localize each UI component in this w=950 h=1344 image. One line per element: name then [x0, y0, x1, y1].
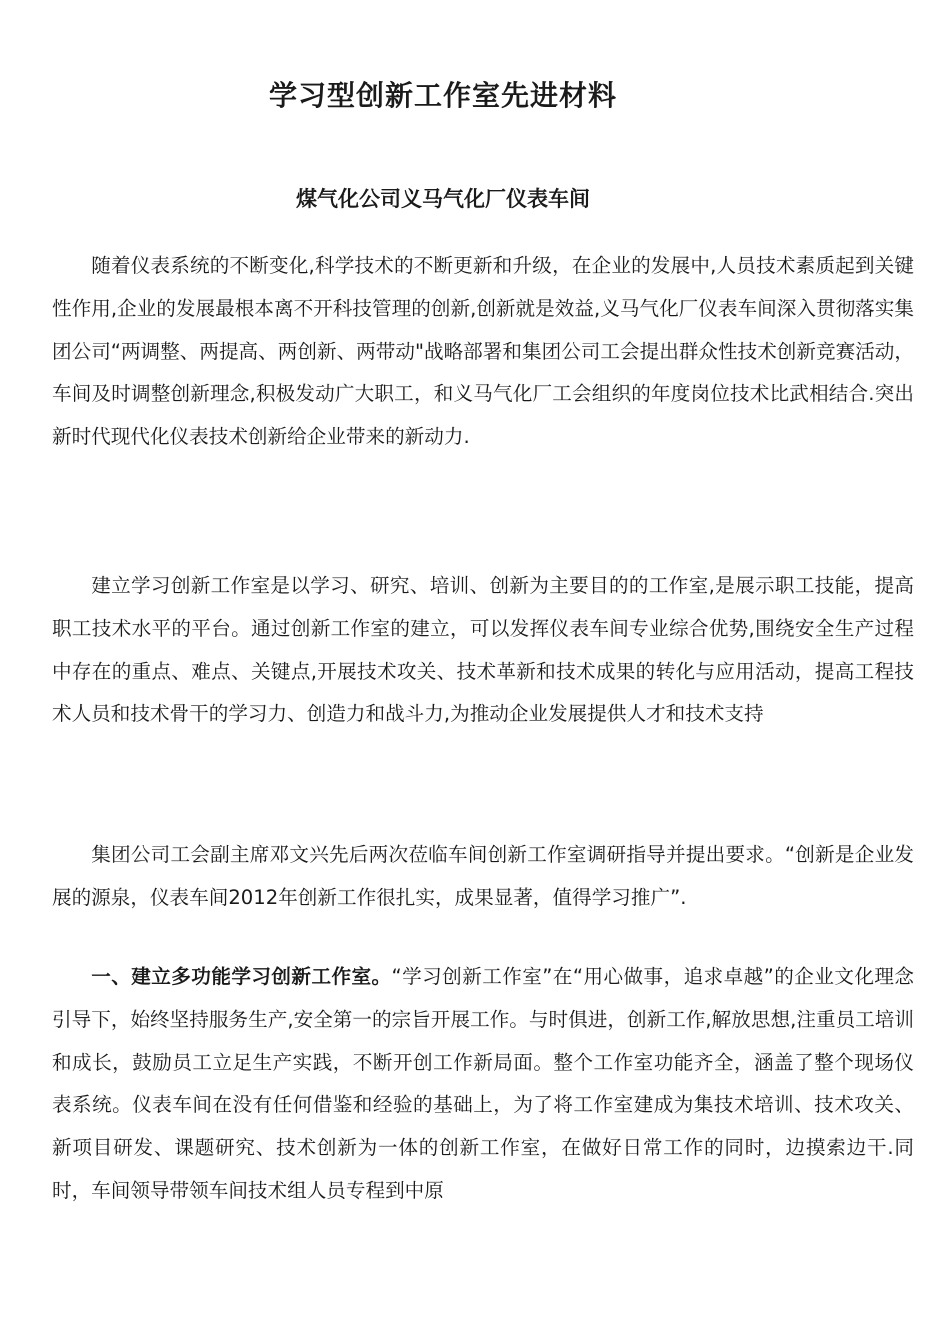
document-title: 学习型创新工作室先进材料 — [268, 79, 617, 112]
paragraph-leader-visit: 集团公司工会副主席邓文兴先后两次莅临车间创新工作室调研指导并提出要求。“创新是企业发展的源泉，仪表车间2012年创新工作很扎实，成果显著，值得学习推广”. — [52, 843, 914, 909]
document-subtitle: 煤气化公司义马气化厂仪表车间 — [296, 187, 590, 211]
paragraph-intro: 随着仪表系统的不断变化,科学技术的不断更新和升级，在企业的发展中,人员技术素质起到关键性作用,企业的发展最根本离不开科技管理的创新,创新就是效益,义马气化厂仪表车间深入贯彻落实集团公司“两调整、两提高、两创新、两带动"战略部署和集团公司工会提出群众性技术创新竞赛活动，车间及时调整创新理念,积极发动广大职工，和义马气化厂工会组织的年度岗位技术比武相结合.突出新时代现代化仪表技术创新给企业带来的新动力. — [52, 254, 914, 449]
section-one-body: “学习创新工作室”在“用心做事，追求卓越”的企业文化理念引导下，始终坚持服务生产,安全第一的宗旨开展工作。与时俱进，创新工作,解放思想,注重员工培训和成长，鼓励员工立足生产实践，不断开创工作新局面。整个工作室功能齐全，涵盖了整个现场仪表系统。仪表车间在没有任何借鉴和经验的基础上，为了将工作室建成为集技术培训、技术攻关、新项目研发、课题研究、技术创新为一体的创新工作室，在做好日常工作的同时，边摸索边干.同时，车间领导带领车间技术组人员专程到中原 — [52, 965, 915, 1202]
section-one-heading: 一、建立多功能学习创新工作室。 — [91, 965, 392, 988]
paragraph-section-one — [52, 956, 914, 1213]
paragraph-studio-purpose: 建立学习创新工作室是以学习、研究、培训、创新为主要目的的工作室,是展示职工技能，提高职工技术水平的平台。通过创新工作室的建立，可以发挥仪表车间专业综合优势,围绕安全生产过程中存在的重点、难点、关键点,开展技术攻关、技术革新和技术成果的转化与应用活动，提高工程技术人员和技术骨干的学习力、创造力和战斗力,为推动企业发展提供人才和技术支持 — [52, 574, 914, 726]
